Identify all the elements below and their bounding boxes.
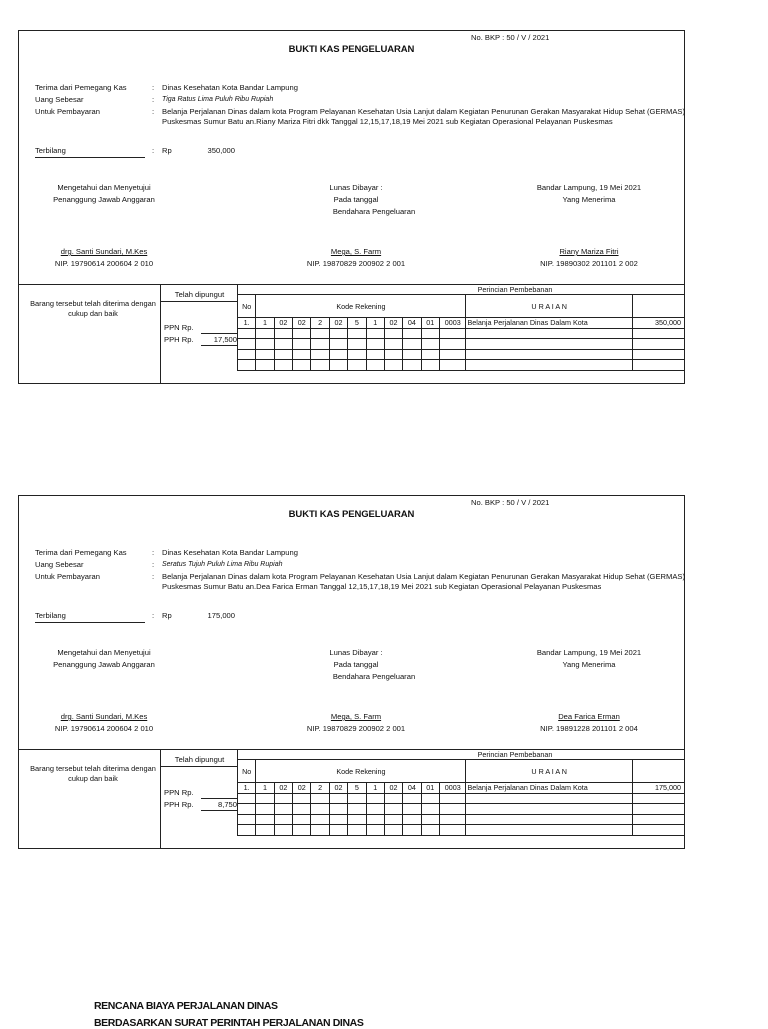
empty-row bbox=[238, 814, 685, 825]
pph-value: 8,750 bbox=[201, 800, 237, 811]
account-code-cell: 2 bbox=[311, 318, 329, 329]
approver-role: Penanggung Jawab Anggaran bbox=[53, 660, 155, 669]
voucher-number: No. BKP : 50 / V / 2021 bbox=[471, 33, 550, 42]
account-code-cell: 1 bbox=[256, 318, 274, 329]
label-terbilang: Terbilang bbox=[35, 611, 145, 623]
paid-date-label: Pada tanggal bbox=[333, 195, 379, 204]
account-code-cell: 1 bbox=[256, 783, 274, 794]
currency-rp: Rp bbox=[162, 146, 172, 155]
account-code-cell: 02 bbox=[274, 318, 292, 329]
empty-row bbox=[238, 349, 685, 360]
ppn-value bbox=[201, 323, 237, 334]
account-code-cell: 02 bbox=[329, 783, 347, 794]
treasurer-label: Bendahara Pengeluaran bbox=[332, 672, 416, 681]
row-number: 1. bbox=[238, 783, 256, 794]
row-description: Belanja Perjalanan Dinas Dalam Kota bbox=[466, 318, 632, 329]
label-received-from: Terima dari Pemegang Kas bbox=[35, 83, 127, 92]
account-code-cell: 04 bbox=[403, 783, 421, 794]
signatory-name: drg. Santi Sundari, M.Kes bbox=[60, 712, 148, 721]
pph-value: 17,500 bbox=[201, 335, 237, 346]
row-description: Belanja Perjalanan Dinas Dalam Kota bbox=[466, 783, 632, 794]
account-code-cell: 1 bbox=[366, 318, 384, 329]
account-code-cell: 5 bbox=[348, 318, 366, 329]
voucher-title: BUKTI KAS PENGELUARAN bbox=[288, 509, 415, 520]
signatory-nip: NIP. 19870829 200902 2 001 bbox=[306, 259, 406, 268]
empty-row bbox=[238, 339, 685, 350]
receiver-label: Yang Menerima bbox=[562, 195, 616, 204]
col-account-code: Kode Rekening bbox=[256, 295, 466, 318]
approver-label: Mengetahui dan Menyetujui bbox=[57, 183, 151, 192]
paid-label: Lunas Dibayar : bbox=[329, 183, 383, 192]
purpose-line-1: Belanja Perjalanan Dinas dalam kota Program Pelayanan Kesehatan Usia Lanjut dalam Kegiatan Penurunan Gerakan Masyarakat Hidup Sehat (GERMAS) bbox=[162, 107, 686, 116]
expense-voucher bbox=[18, 495, 685, 849]
plan-subtitle: BERDASARKAN SURAT PERINTAH PERJALANAN DINAS bbox=[94, 1017, 364, 1029]
allocation-header: Perincian Pembebanan bbox=[238, 750, 633, 760]
signatory-nip: NIP. 19891228 201101 2 004 bbox=[540, 724, 638, 733]
colon: : bbox=[152, 611, 155, 620]
colon: : bbox=[152, 548, 155, 557]
col-description: U R A I A N bbox=[466, 760, 632, 783]
col-account-code: Kode Rekening bbox=[256, 760, 466, 783]
row-amount: 350,000 bbox=[632, 318, 684, 329]
account-code-cell: 02 bbox=[384, 318, 402, 329]
ppn-label: PPN Rp. bbox=[164, 788, 194, 797]
account-code-cell: 5 bbox=[348, 783, 366, 794]
account-code-cell: 02 bbox=[293, 783, 311, 794]
place-date: Bandar Lampung, 19 Mei 2021 bbox=[536, 648, 642, 657]
voucher-title: BUKTI KAS PENGELUARAN bbox=[288, 44, 415, 55]
signatory-nip: NIP. 19890302 201101 2 002 bbox=[540, 259, 638, 268]
allocation-header: Perincian Pembebanan bbox=[238, 285, 633, 295]
account-code-cell: 01 bbox=[421, 783, 439, 794]
account-code-cell: 0003 bbox=[439, 783, 466, 794]
voucher-detail-section bbox=[19, 284, 684, 383]
received-from-value: Dinas Kesehatan Kota Bandar Lampung bbox=[162, 83, 298, 92]
empty-row bbox=[238, 328, 685, 339]
place-date: Bandar Lampung, 19 Mei 2021 bbox=[536, 183, 642, 192]
colon: : bbox=[152, 95, 155, 104]
label-amount-words: Uang Sebesar bbox=[35, 95, 84, 104]
voucher-detail-section bbox=[19, 749, 684, 848]
received-from-value: Dinas Kesehatan Kota Bandar Lampung bbox=[162, 548, 298, 557]
signatory-name: Mega, S. Farm bbox=[330, 247, 382, 256]
amount-words-value: Tiga Ratus Lima Puluh Ribu Rupiah bbox=[162, 96, 274, 103]
label-terbilang: Terbilang bbox=[35, 146, 145, 158]
empty-row bbox=[238, 793, 685, 804]
colon: : bbox=[152, 107, 155, 116]
allocation-table bbox=[237, 285, 685, 371]
amount-value: 175,000 bbox=[207, 611, 235, 620]
table-row bbox=[238, 783, 685, 794]
tax-header: Telah dipungut bbox=[161, 750, 238, 767]
treasurer-label: Bendahara Pengeluaran bbox=[332, 207, 416, 216]
col-description: U R A I A N bbox=[466, 295, 632, 318]
label-purpose: Untuk Pembayaran bbox=[35, 572, 101, 581]
pph-label: PPH Rp. bbox=[164, 800, 194, 809]
col-no: No bbox=[238, 760, 256, 783]
approver-role: Penanggung Jawab Anggaran bbox=[53, 195, 155, 204]
account-code-cell: 0003 bbox=[439, 318, 466, 329]
colon: : bbox=[152, 146, 155, 155]
empty-row bbox=[238, 360, 685, 371]
signatory-name: Riany Mariza Fitri bbox=[559, 247, 619, 256]
ppn-value bbox=[201, 788, 237, 799]
amount-words-value: Seratus Tujuh Puluh Lima Ribu Rupiah bbox=[162, 561, 283, 568]
signatory-nip: NIP. 19790614 200604 2 010 bbox=[54, 259, 154, 268]
expense-voucher bbox=[18, 30, 685, 384]
goods-received-note: Barang tersebut telah diterima dengan cukup dan baik bbox=[30, 764, 156, 783]
account-code-cell: 2 bbox=[311, 783, 329, 794]
signatory-name: drg. Santi Sundari, M.Kes bbox=[60, 247, 148, 256]
currency-rp: Rp bbox=[162, 611, 172, 620]
amount-value: 350,000 bbox=[207, 146, 235, 155]
empty-row bbox=[238, 804, 685, 815]
purpose-line-1: Belanja Perjalanan Dinas dalam kota Program Pelayanan Kesehatan Usia Lanjut dalam Kegiatan Penurunan Gerakan Masyarakat Hidup Sehat (GERMAS) bbox=[162, 572, 686, 581]
colon: : bbox=[152, 83, 155, 92]
label-purpose: Untuk Pembayaran bbox=[35, 107, 101, 116]
tax-header: Telah dipungut bbox=[161, 285, 238, 302]
empty-row bbox=[238, 825, 685, 836]
goods-received-note: Barang tersebut telah diterima dengan cukup dan baik bbox=[30, 299, 156, 318]
plan-title: RENCANA BIAYA PERJALANAN DINAS bbox=[94, 1000, 278, 1012]
receiver-label: Yang Menerima bbox=[562, 660, 616, 669]
ppn-label: PPN Rp. bbox=[164, 323, 194, 332]
paid-date-label: Pada tanggal bbox=[333, 660, 379, 669]
label-received-from: Terima dari Pemegang Kas bbox=[35, 548, 127, 557]
account-code-cell: 02 bbox=[293, 318, 311, 329]
row-number: 1. bbox=[238, 318, 256, 329]
tax-panel bbox=[160, 750, 238, 848]
label-amount-words: Uang Sebesar bbox=[35, 560, 84, 569]
signatory-name: Dea Farica Erman bbox=[558, 712, 620, 721]
pph-label: PPH Rp. bbox=[164, 335, 194, 344]
allocation-table bbox=[237, 750, 685, 836]
approver-label: Mengetahui dan Menyetujui bbox=[57, 648, 151, 657]
signatory-nip: NIP. 19790614 200604 2 010 bbox=[54, 724, 154, 733]
table-row bbox=[238, 318, 685, 329]
account-code-cell: 04 bbox=[403, 318, 421, 329]
signatory-name: Mega, S. Farm bbox=[330, 712, 382, 721]
voucher-number: No. BKP : 50 / V / 2021 bbox=[471, 498, 550, 507]
account-code-cell: 1 bbox=[366, 783, 384, 794]
purpose-line-2: Puskesmas Sumur Batu an.Dea Farica Erman Tanggal 12,15,17,18,19 Mei 2021 sub Kegiatan Operasional Pelayanan Puskesmas bbox=[162, 582, 602, 591]
account-code-cell: 02 bbox=[329, 318, 347, 329]
account-code-cell: 01 bbox=[421, 318, 439, 329]
colon: : bbox=[152, 572, 155, 581]
row-amount: 175,000 bbox=[632, 783, 684, 794]
account-code-cell: 02 bbox=[384, 783, 402, 794]
purpose-line-2: Puskesmas Sumur Batu an.Riany Mariza Fitri dkk Tanggal 12,15,17,18,19 Mei 2021 sub Kegiatan Operasional Pelayanan Puskesmas bbox=[162, 117, 613, 126]
paid-label: Lunas Dibayar : bbox=[329, 648, 383, 657]
colon: : bbox=[152, 560, 155, 569]
account-code-cell: 02 bbox=[274, 783, 292, 794]
tax-panel bbox=[160, 285, 238, 383]
col-no: No bbox=[238, 295, 256, 318]
signatory-nip: NIP. 19870829 200902 2 001 bbox=[306, 724, 406, 733]
